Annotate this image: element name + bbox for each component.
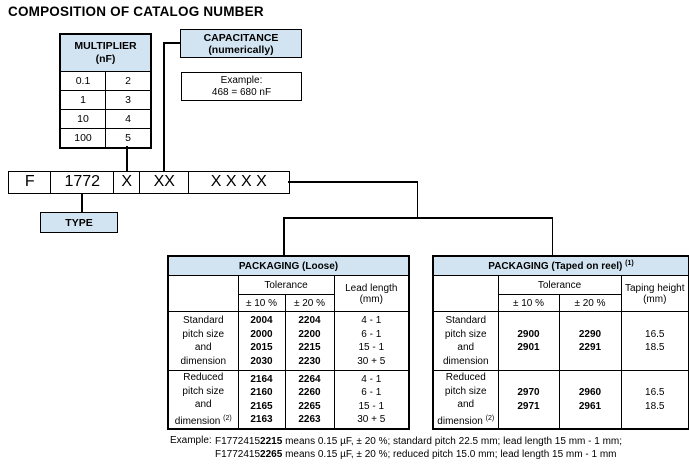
multiplier-factor: 10 bbox=[60, 110, 106, 129]
table-row bbox=[60, 91, 151, 110]
capacitance-connector-elbow bbox=[163, 42, 180, 44]
catalog-number-row bbox=[8, 171, 290, 194]
reduced-tol20-codes: 2264 2260 2265 2263 bbox=[285, 371, 334, 430]
capacitance-line2: (numerically) bbox=[208, 43, 274, 56]
catalog-cell-packaging: X X X X bbox=[188, 171, 290, 194]
example-note bbox=[215, 435, 622, 461]
table-row bbox=[60, 72, 151, 91]
taping-height-header-line2: (mm) bbox=[643, 293, 667, 305]
multiplier-header-line1: MULTIPLIER bbox=[74, 40, 137, 52]
blank-corner-cell bbox=[168, 276, 238, 312]
tol10-header: ± 10 % bbox=[238, 295, 285, 312]
multiplier-factor: 0.1 bbox=[60, 72, 106, 91]
packaging-trunk-horizontal bbox=[288, 181, 418, 183]
reduced-tol10-codes: 2164 2160 2165 2163 bbox=[238, 371, 285, 430]
lead-length-header-line2: (mm) bbox=[359, 293, 383, 305]
reduced-pitch-label: Reduced pitch size and dimension $^{(2)}$ bbox=[433, 371, 498, 430]
multiplier-factor: 1 bbox=[60, 91, 106, 110]
standard-tol20-codes: 2290 2291 bbox=[559, 312, 621, 371]
reduced-taping-heights: 16.5 18.5 bbox=[621, 371, 689, 430]
blank-corner-cell bbox=[433, 276, 498, 312]
reduced-tol10-codes: 2970 2971 bbox=[498, 371, 559, 430]
footnote-marker: (1) bbox=[625, 260, 634, 267]
tol20-header: ± 20 % bbox=[285, 295, 334, 312]
table-row bbox=[60, 129, 151, 149]
catalog-cell-capacitance: XX bbox=[139, 171, 190, 194]
table-row bbox=[60, 110, 151, 129]
footnote-marker: (2) bbox=[223, 414, 232, 422]
tol20-header: ± 20 % bbox=[559, 295, 621, 312]
packaging-branch-right-vertical bbox=[552, 217, 554, 255]
footnote-marker: (2) bbox=[485, 414, 495, 422]
table-row bbox=[433, 312, 689, 371]
catalog-cell-multiplier: X bbox=[113, 171, 141, 194]
table-row bbox=[168, 312, 409, 371]
table-row bbox=[433, 371, 689, 430]
capacitance-line1: CAPACITANCE bbox=[203, 31, 279, 44]
taping-height-header-line1: Taping height bbox=[625, 282, 685, 294]
standard-tol10-codes: 2900 2901 bbox=[498, 312, 559, 371]
multiplier-code: 3 bbox=[106, 91, 152, 110]
capacitance-connector-line bbox=[163, 42, 165, 171]
multiplier-code: 4 bbox=[106, 110, 152, 129]
multiplier-factor: 100 bbox=[60, 129, 106, 149]
tolerance-header: Tolerance bbox=[238, 276, 334, 295]
type-connector-line bbox=[81, 193, 83, 212]
packaging-branch-left-vertical bbox=[283, 217, 285, 255]
table-row bbox=[168, 371, 409, 430]
packaging-taped-title: PACKAGING (Taped on reel) $^{(1)}$ bbox=[433, 256, 689, 276]
multiplier-table bbox=[59, 33, 152, 149]
lead-length-header bbox=[334, 276, 409, 312]
standard-tol20-codes: 2204 2200 2215 2230 bbox=[285, 312, 334, 371]
page-title: COMPOSITION OF CATALOG NUMBER bbox=[8, 4, 264, 19]
capacitance-example-line1: Example: bbox=[220, 74, 263, 86]
tolerance-header: Tolerance bbox=[498, 276, 621, 295]
example-note-line2: F17724152265 means 0.15 µF, ± 20 %; reduced pitch 15.0 mm; lead length 15 mm - 1 mm bbox=[215, 449, 617, 460]
reduced-pitch-label: Reduced pitch size and dimension $^{(2)}$ bbox=[168, 371, 238, 430]
multiplier-code: 5 bbox=[106, 129, 152, 149]
standard-lead-lengths: 4 - 1 6 - 1 15 - 1 30 + 5 bbox=[334, 312, 409, 371]
example-note-label: Example: bbox=[170, 435, 212, 446]
multiplier-code: 2 bbox=[106, 72, 152, 91]
packaging-loose-title: PACKAGING (Loose) bbox=[168, 256, 409, 276]
multiplier-connector-line bbox=[126, 146, 128, 171]
standard-tol10-codes: 2004 2000 2015 2030 bbox=[238, 312, 285, 371]
reduced-tol20-codes: 2960 2961 bbox=[559, 371, 621, 430]
multiplier-header-line2: (nF) bbox=[95, 53, 116, 65]
reduced-lead-lengths: 4 - 1 6 - 1 15 - 1 30 + 5 bbox=[334, 371, 409, 430]
standard-pitch-label: Standard pitch size and dimension bbox=[433, 312, 498, 371]
capacitance-example-line2: 468 = 680 nF bbox=[211, 86, 272, 98]
catalog-cell-type: F bbox=[8, 171, 52, 194]
tol10-header: ± 10 % bbox=[498, 295, 559, 312]
packaging-branch-horizontal bbox=[283, 217, 553, 219]
packaging-loose-table bbox=[167, 255, 410, 430]
packaging-trunk-vertical bbox=[417, 181, 419, 218]
catalog-cell-series: 1772 bbox=[50, 171, 115, 194]
taping-height-header bbox=[621, 276, 689, 312]
example-note-line1: F17724152215 means 0.15 µF, ± 20 %; standard pitch 22.5 mm; lead length 15 mm - 1 mm; bbox=[215, 436, 623, 447]
capacitance-example-box bbox=[181, 72, 302, 101]
capacitance-box bbox=[180, 29, 302, 58]
packaging-taped-table bbox=[432, 255, 689, 430]
type-box: TYPE bbox=[40, 212, 118, 233]
lead-length-header-line1: Lead length bbox=[345, 282, 398, 294]
multiplier-table-header bbox=[60, 34, 151, 72]
standard-pitch-label: Standard pitch size and dimension bbox=[168, 312, 238, 371]
standard-taping-heights: 16.5 18.5 bbox=[621, 312, 689, 371]
